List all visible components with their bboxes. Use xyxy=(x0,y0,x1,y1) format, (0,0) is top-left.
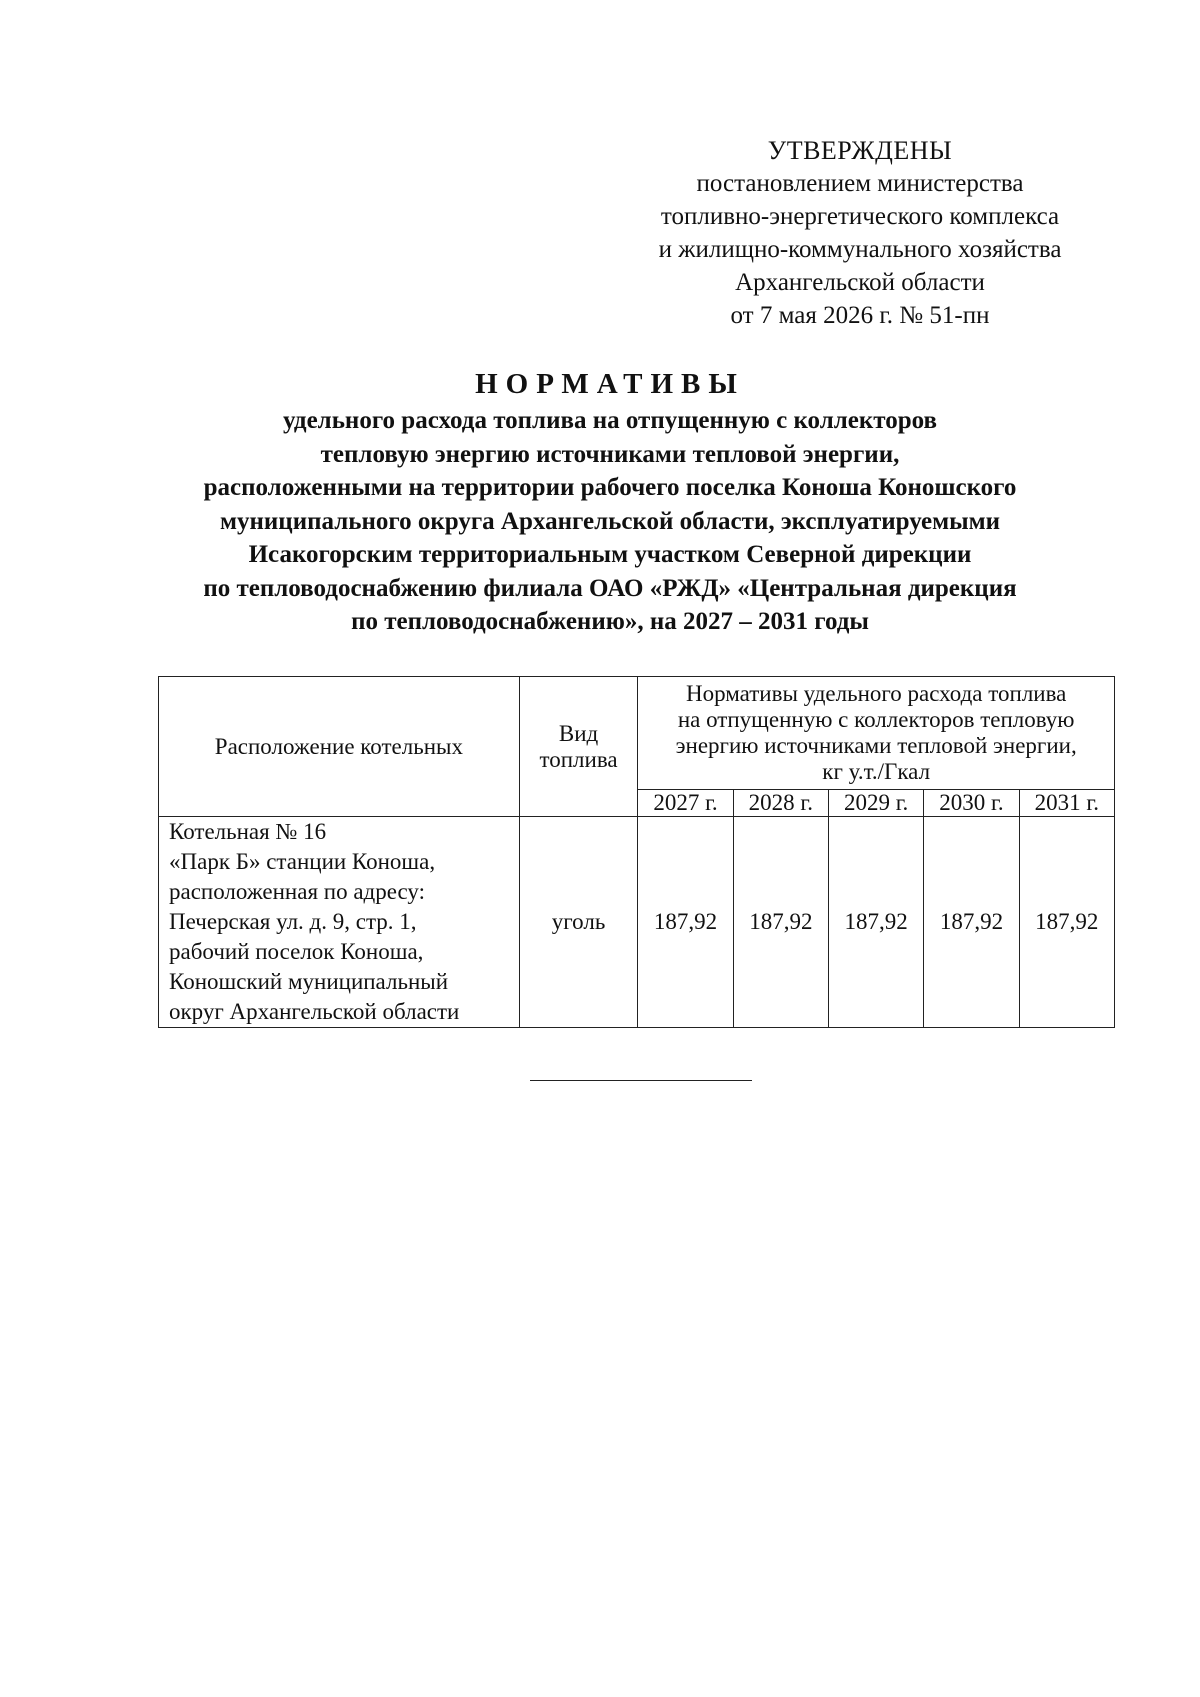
title-line: по тепловодоснабжению филиала ОАО «РЖД» «Центральная дирекция xyxy=(203,574,1017,602)
approval-heading: УТВЕРЖДЕНЫ xyxy=(767,136,953,165)
header-year: 2030 г. xyxy=(924,790,1019,817)
header-year: 2029 г. xyxy=(828,790,923,817)
document-title: НОРМАТИВЫ xyxy=(475,368,745,400)
norm-value-2030: 187,92 xyxy=(924,817,1019,1028)
norm-value-2031: 187,92 xyxy=(1019,817,1114,1028)
approval-line: топливно-энергетического комплекса xyxy=(660,203,1060,230)
header-fuel xyxy=(519,677,638,817)
location-line: Коношский муниципальный xyxy=(169,969,449,994)
norm-value-2027: 187,92 xyxy=(638,817,733,1028)
header-year: 2028 г. xyxy=(733,790,828,817)
boiler-location-cell xyxy=(159,817,520,1028)
location-line: рабочий поселок Коноша, xyxy=(169,939,424,964)
header-norms-line: энергию источниками тепловой энергии, xyxy=(675,733,1077,758)
location-line: Котельная № 16 xyxy=(169,819,327,844)
header-fuel-line: Вид xyxy=(558,720,599,746)
header-fuel-line: топлива xyxy=(539,746,618,772)
title-line: по тепловодоснабжению», на 2027 – 2031 годы xyxy=(351,608,869,635)
approval-stamp-block xyxy=(620,134,1100,332)
header-year: 2027 г. xyxy=(638,790,733,817)
table-header-row xyxy=(159,677,1115,790)
location-line: расположенная по адресу: xyxy=(169,879,426,904)
title-line: Исакогорским территориальным участком Северной дирекции xyxy=(248,541,972,568)
approval-line: от 7 мая 2026 г. № 51-пн xyxy=(730,302,990,329)
header-norms-group xyxy=(638,677,1115,790)
title-line: муниципального округа Архангельской области, эксплуатируемыми xyxy=(219,507,1001,535)
fuel-type-cell: уголь xyxy=(519,817,638,1028)
header-norms-line: на отпущенную с коллекторов тепловую xyxy=(677,707,1075,732)
header-location: Расположение котельных xyxy=(159,677,520,817)
table-row xyxy=(159,817,1115,1028)
title-line: тепловую энергию источниками тепловой энергии, xyxy=(320,440,900,468)
header-norms-line: Нормативы удельного расхода топлива xyxy=(685,681,1067,706)
header-norms-line: кг у.т./Гкал xyxy=(822,759,931,784)
end-of-document-line xyxy=(530,1080,752,1081)
approval-line: и жилищно-коммунального хозяйства xyxy=(658,236,1062,263)
header-year: 2031 г. xyxy=(1019,790,1114,817)
location-line: Печерская ул. д. 9, стр. 1, xyxy=(169,909,417,934)
norm-value-2028: 187,92 xyxy=(733,817,828,1028)
title-line: удельного расхода топлива на отпущенную с коллекторов xyxy=(283,407,937,434)
title-line: расположенными на территории рабочего поселка Коноша Коношского xyxy=(203,474,1017,501)
approval-line: постановлением министерства xyxy=(696,170,1024,197)
document-title-block xyxy=(150,366,1070,639)
approval-line: Архангельской области xyxy=(735,269,985,296)
location-line: «Парк Б» станции Коноша, xyxy=(169,849,436,874)
norm-value-2029: 187,92 xyxy=(828,817,923,1028)
location-line: округ Архангельской области xyxy=(169,999,460,1024)
norms-table xyxy=(158,676,1115,1028)
